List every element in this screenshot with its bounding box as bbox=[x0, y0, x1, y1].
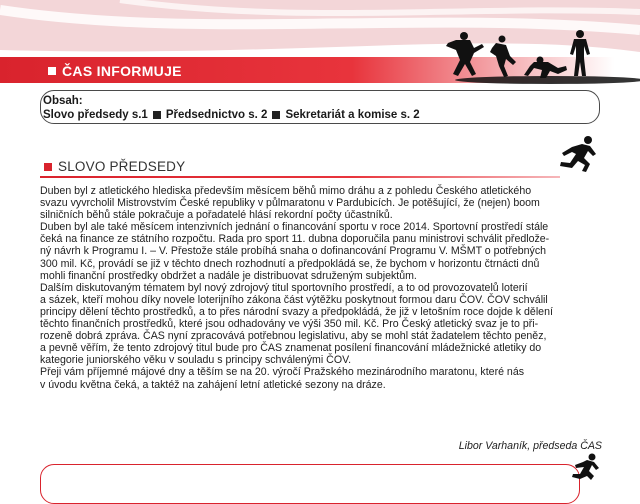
article-line: silničních běhů stále pokračuje a pořadatelé hlásí rekordní počty účastníků. bbox=[40, 209, 393, 222]
article-line: mohli finanční prostředky obdržet a nadále je distribuovat sdruženým subjektům. bbox=[40, 269, 417, 282]
article-line: Duben byl z atletického hlediska především měsícem běhů mimo dráhu a z pohledu Českého atletického bbox=[40, 185, 532, 197]
toc-label: Obsah: bbox=[43, 95, 83, 107]
toc-item-predsednictvo[interactable]: Předsednictvo s. 2 bbox=[165, 109, 268, 121]
toc-item-sekretariat[interactable]: Sekretariát a komise s. 2 bbox=[285, 109, 420, 121]
section-title-text: SLOVO PŘEDSEDY bbox=[58, 159, 186, 174]
bullet-square-icon bbox=[48, 67, 56, 75]
article-signature: Libor Varhaník, předseda ČAS bbox=[458, 440, 602, 452]
runner-icon bbox=[552, 134, 600, 174]
separator-square-icon bbox=[272, 111, 280, 119]
header-title bbox=[48, 62, 182, 80]
article-line: rozeně dobrá zpráva. ČAS nyní zpracovává potřebnou legislativu, aby se mohl stát žadatelem těchto peněz, bbox=[40, 330, 547, 343]
athlete-sprint-start-icon bbox=[490, 36, 516, 78]
toc-item-slovo-predsedy[interactable]: Slovo předsedy s.1 bbox=[43, 109, 148, 121]
runner-icon bbox=[566, 452, 602, 480]
article-line: a sázek, kteří mohou díky novele loterijního zákona část výtěžku poskytnout formou daru ČOV. ČOV schválil bbox=[40, 293, 548, 306]
article-line: kategorie juniorského věku v souladu s principy schválenými ČOV. bbox=[40, 354, 352, 367]
section-header bbox=[40, 156, 575, 178]
separator-square-icon bbox=[153, 111, 161, 119]
article-line: svazu vyvrcholil Mistrovstvím České republiky v půlmaratonu v Pardubicích. Je potěšující, že (nejen) boom bbox=[40, 197, 540, 210]
next-section-frame bbox=[40, 464, 580, 504]
section-title bbox=[44, 159, 185, 174]
article-line: a pevně věřím, že tento zdrojový titul bude pro ČAS znamenat posílení financování mládežnické atletiky do bbox=[40, 342, 542, 355]
athlete-standing-icon bbox=[570, 30, 590, 76]
article-line: Dalším diskutovaným tématem byl nový zdrojový titul sportovního prostředí, a to od provozovatelů loterií bbox=[40, 281, 528, 294]
article-line: čeká na finance ze státního rozpočtu. Rada pro sport 11. dubna doporučila panu ministrovi schválit předlože- bbox=[40, 233, 550, 246]
article-line: v úvodu května čeká, a taktéž na zahájení letní atletické sezony na dráze. bbox=[40, 378, 386, 391]
bullet-square-icon bbox=[44, 163, 52, 171]
athletes-silhouettes bbox=[430, 26, 640, 86]
athlete-crouch-icon bbox=[524, 57, 567, 79]
header-title-text: ČAS INFORMUJE bbox=[62, 63, 182, 79]
athlete-discus-icon bbox=[446, 32, 484, 76]
article-body bbox=[40, 185, 600, 391]
article-line: těchto finančních prostředků, které jsou odhadovány ve výši 350 mil. Kč. Pro Český atletický svaz je to při- bbox=[40, 318, 539, 331]
article-line: principy dělení těchto prostředků, a to přes národní svazy a předpokládá, že již v letošním roce dojde k dělení bbox=[40, 305, 553, 318]
article-line: 300 mil. Kč, provádí se již v těchto dnech rozhodnutí a předpokládá se, že bychom v horizontu čtrnácti dnů bbox=[40, 257, 540, 270]
article-line: Duben byl ale také měsícem intenzivních jednání o financování sportu v roce 2014. Sportovní prostředí stále bbox=[40, 221, 549, 234]
section-divider bbox=[40, 176, 560, 178]
article-line: ný návrh k Programu I. – V. Přestože stále probíhá snaha o dofinancování Programu V. MŠMT o potřebných bbox=[40, 245, 547, 258]
article-line: Přeji vám příjemné májové dny a těším se na 20. výročí Pražského mezinárodního maratonu, které nás bbox=[40, 366, 525, 379]
table-of-contents bbox=[40, 90, 600, 124]
